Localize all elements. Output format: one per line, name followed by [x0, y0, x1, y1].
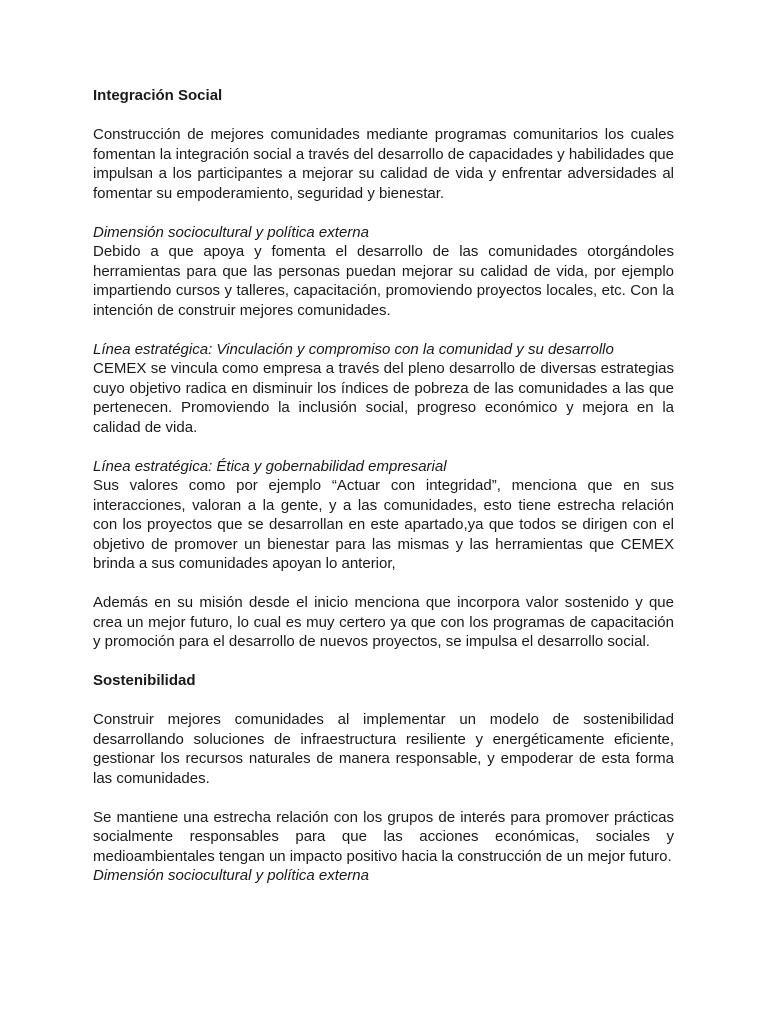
- paragraph-dimension-sociocultural: Debido a que apoya y fomenta el desarrollo de las comunidades otorgándoles herramientas para que las personas puedan mejorar su calidad de vida, por ejemplo impartiendo cursos y talleres, capacitación, promoviendo proyectos locales, etc. Con la intención de construir mejores comunidades.: [93, 243, 674, 319]
- paragraph-linea-etica: Sus valores como por ejemplo “Actuar con integridad”, menciona que en sus interacciones, valoran a la gente, y a las comunidades, esto tiene estrecha relación con los proyectos que se desarrollan en este apartado,ya que todos se dirigen con el objetivo de promover un bienestar para las mismas y las herramientas que CEMEX brinda a sus comunidades apoyan lo anterior,: [93, 477, 674, 572]
- subtitle-linea-etica: Línea estratégica: Ética y gobernabilidad empresarial: [93, 457, 447, 475]
- subtitle-linea-vinculacion: Línea estratégica: Vinculación y compromiso con la comunidad y su desarrollo: [93, 340, 614, 358]
- paragraph-sostenibilidad-2: Se mantiene una estrecha relación con los grupos de interés para promover prácticas socialmente responsables para que las acciones económicas, sociales y medioambientales tengan un impacto positivo hacia la construcción de un mejor futuro.: [93, 808, 674, 865]
- section-title-sostenibilidad: Sostenibilidad: [93, 672, 196, 689]
- subtitle-dimension-sociocultural: Dimensión sociocultural y política externa: [93, 223, 369, 241]
- paragraph-sostenibilidad-1: Construir mejores comunidades al implementar un modelo de sostenibilidad desarrollando soluciones de infraestructura resiliente y energéticamente eficiente, gestionar los recursos naturales de manera responsable, y empoderar de esta forma las comunidades.: [93, 711, 674, 787]
- section-title-integracion-social: Integración Social: [93, 87, 223, 104]
- paragraph-mision: Además en su misión desde el inicio menciona que incorpora valor sostenido y que crea un mejor futuro, lo cual es muy certero ya que con los programas de capacitación y promoción para el desarrollo de nuevos proyectos, se impulsa el desarrollo social.: [93, 594, 674, 650]
- paragraph-linea-vinculacion: CEMEX se vincula como empresa a través del pleno desarrollo de diversas estrategias cuyo objetivo radica en disminuir los índices de pobreza de las comunidades a las que pertenecen. Promoviendo la inclusión social, progreso económico y mejora en la calidad de vida.: [93, 360, 674, 436]
- subtitle-dimension-sociocultural-2: Dimensión sociocultural y política externa: [93, 867, 369, 884]
- integracion-social-intro: Construcción de mejores comunidades mediante programas comunitarios los cuales fomentan la integración social a través del desarrollo de capacidades y habilidades que impulsan a los participantes a mejorar su calidad de vida y enfrentar adversidades al fomentar su empoderamiento, seguridad y bienestar.: [93, 126, 674, 202]
